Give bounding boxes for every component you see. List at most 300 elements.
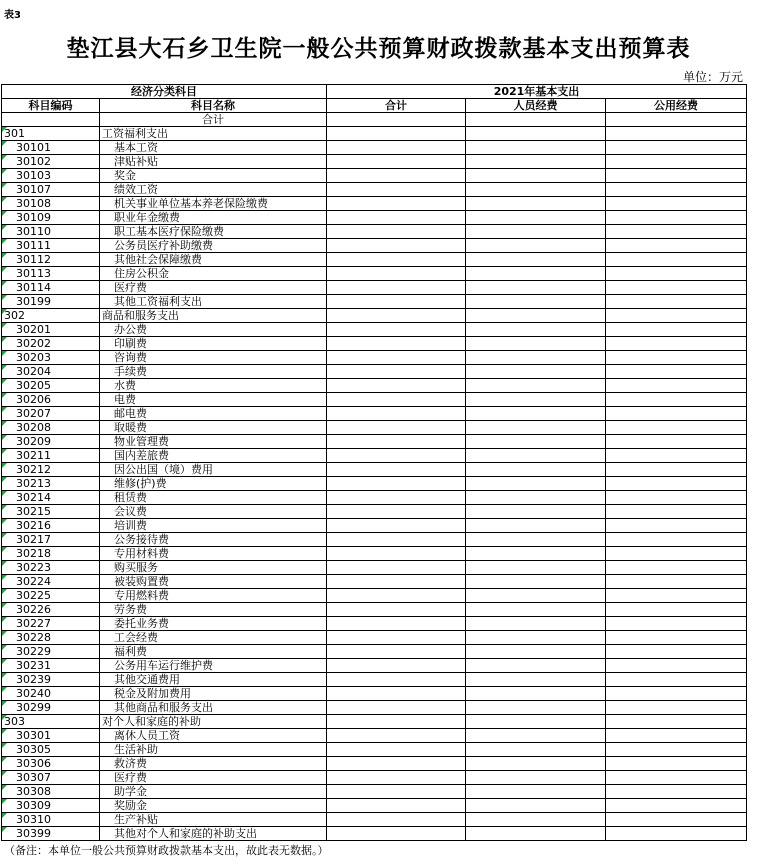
- header-name: 科目名称: [100, 99, 327, 113]
- row-code-text: 30305: [16, 743, 51, 756]
- row-code: [2, 337, 100, 351]
- cell-indicator-icon: [2, 379, 7, 384]
- row-personnel: [466, 141, 606, 155]
- row-code-text: 30207: [16, 407, 51, 420]
- cell-indicator-icon: [2, 505, 7, 510]
- row-personnel: [466, 211, 606, 225]
- table-row: [2, 295, 747, 309]
- row-name: 离休人员工资: [100, 729, 327, 743]
- cell-indicator-icon: [2, 463, 7, 468]
- row-personnel: [466, 673, 606, 687]
- row-total: [327, 743, 466, 757]
- table-row: [2, 561, 747, 575]
- row-personnel: [466, 393, 606, 407]
- table-row: [2, 449, 747, 463]
- row-code-text: 30211: [16, 449, 51, 462]
- row-code: [2, 421, 100, 435]
- row-name: 其他工资福利支出: [100, 295, 327, 309]
- row-public: [606, 463, 747, 477]
- row-personnel: [466, 239, 606, 253]
- row-code-text: 30299: [16, 701, 51, 714]
- row-total: [327, 687, 466, 701]
- row-total: [327, 533, 466, 547]
- row-personnel: [466, 729, 606, 743]
- cell-indicator-icon: [2, 267, 7, 272]
- row-public: [606, 603, 747, 617]
- row-name: 被装购置费: [100, 575, 327, 589]
- cell-indicator-icon: [2, 659, 7, 664]
- row-total: [327, 463, 466, 477]
- table-row: [2, 351, 747, 365]
- row-code-text: 30228: [16, 631, 51, 644]
- page-title: 垫江县大石乡卫生院一般公共预算财政拨款基本支出预算表: [66, 36, 691, 62]
- row-code-text: 30199: [16, 295, 51, 308]
- row-name: 物业管理费: [100, 435, 327, 449]
- table-row: [2, 757, 747, 771]
- row-total: [327, 491, 466, 505]
- row-total: [327, 127, 466, 141]
- row-public: [606, 785, 747, 799]
- budget-table: [1, 84, 747, 841]
- total-row: [2, 113, 747, 127]
- row-code: [2, 449, 100, 463]
- table-row: [2, 659, 747, 673]
- row-code-text: 302: [4, 309, 25, 322]
- table-row: [2, 407, 747, 421]
- row-code: [2, 715, 100, 729]
- row-personnel: [466, 547, 606, 561]
- row-personnel: [466, 505, 606, 519]
- row-total: [327, 323, 466, 337]
- row-code-text: 30206: [16, 393, 51, 406]
- table-row: [2, 463, 747, 477]
- row-public: [606, 211, 747, 225]
- row-total: [327, 253, 466, 267]
- row-public: [606, 519, 747, 533]
- row-personnel: [466, 659, 606, 673]
- row-public: [606, 267, 747, 281]
- row-total: [327, 477, 466, 491]
- row-total: [327, 295, 466, 309]
- cell-indicator-icon: [2, 225, 7, 230]
- row-personnel: [466, 309, 606, 323]
- table-row: [2, 687, 747, 701]
- row-name: 委托业务费: [100, 617, 327, 631]
- row-total: [327, 715, 466, 729]
- table-row: [2, 827, 747, 841]
- cell-indicator-icon: [2, 561, 7, 566]
- row-code-text: 303: [4, 715, 25, 728]
- row-personnel: [466, 169, 606, 183]
- row-code-text: 30227: [16, 617, 51, 630]
- row-code: [2, 785, 100, 799]
- row-code: [2, 827, 100, 841]
- row-public: [606, 631, 747, 645]
- row-total: [327, 239, 466, 253]
- row-public: [606, 183, 747, 197]
- table-row: [2, 617, 747, 631]
- row-code: [2, 141, 100, 155]
- row-public: [606, 617, 747, 631]
- row-public: [606, 351, 747, 365]
- row-code: [2, 239, 100, 253]
- row-public: [606, 421, 747, 435]
- row-code-text: 30240: [16, 687, 51, 700]
- row-personnel: [466, 785, 606, 799]
- row-total: [327, 225, 466, 239]
- row-personnel: [466, 253, 606, 267]
- table-row: [2, 155, 747, 169]
- row-code: [2, 799, 100, 813]
- row-total: [327, 379, 466, 393]
- row-code-text: 30107: [16, 183, 51, 196]
- row-name: 医疗费: [100, 281, 327, 295]
- row-code-text: 30201: [16, 323, 51, 336]
- row-total: [327, 729, 466, 743]
- row-code: [2, 309, 100, 323]
- row-public: [606, 239, 747, 253]
- row-public: [606, 589, 747, 603]
- row-code: [2, 127, 100, 141]
- row-code: [2, 155, 100, 169]
- row-code-text: 30114: [16, 281, 51, 294]
- row-public: [606, 379, 747, 393]
- cell-indicator-icon: [2, 365, 7, 370]
- cell-indicator-icon: [2, 421, 7, 426]
- row-code-text: 30101: [16, 141, 51, 154]
- row-public: [606, 281, 747, 295]
- cell-indicator-icon: [2, 617, 7, 622]
- row-code: [2, 477, 100, 491]
- row-public: [606, 491, 747, 505]
- row-code-text: 30225: [16, 589, 51, 602]
- row-code-text: 30213: [16, 477, 51, 490]
- row-public: [606, 337, 747, 351]
- row-code-text: 30215: [16, 505, 51, 518]
- row-code: [2, 575, 100, 589]
- table-row: [2, 141, 747, 155]
- header-economic-classification: 经济分类科目: [2, 85, 327, 99]
- row-code: [2, 701, 100, 715]
- row-code-text: 30103: [16, 169, 51, 182]
- cell-indicator-icon: [2, 239, 7, 244]
- row-personnel: [466, 799, 606, 813]
- row-name: 公务接待费: [100, 533, 327, 547]
- cell-indicator-icon: [2, 155, 7, 160]
- row-code: [2, 617, 100, 631]
- row-code: [2, 267, 100, 281]
- table-row: [2, 799, 747, 813]
- row-public: [606, 687, 747, 701]
- row-code: [2, 365, 100, 379]
- table-row: [2, 701, 747, 715]
- row-public: [606, 701, 747, 715]
- row-name: 办公费: [100, 323, 327, 337]
- row-total: [327, 547, 466, 561]
- row-personnel: [466, 757, 606, 771]
- cell-indicator-icon: [2, 673, 7, 678]
- row-personnel: [466, 617, 606, 631]
- row-total: [327, 309, 466, 323]
- table-row: [2, 323, 747, 337]
- row-personnel: [466, 491, 606, 505]
- table-row: [2, 673, 747, 687]
- row-public: [606, 505, 747, 519]
- table-row: [2, 169, 747, 183]
- row-name: 机关事业单位基本养老保险缴费: [100, 197, 327, 211]
- table-row: [2, 771, 747, 785]
- row-code-text: 30111: [16, 239, 51, 252]
- row-code-text: 30224: [16, 575, 51, 588]
- row-total: [327, 659, 466, 673]
- cell-indicator-icon: [2, 575, 7, 580]
- row-personnel: [466, 155, 606, 169]
- row-name: 专用燃料费: [100, 589, 327, 603]
- table-row: [2, 127, 747, 141]
- row-name: 其他对个人和家庭的补助支出: [100, 827, 327, 841]
- table-row: [2, 491, 747, 505]
- row-code: [2, 197, 100, 211]
- row-name: 公务用车运行维护费: [100, 659, 327, 673]
- header-total: 合计: [327, 99, 466, 113]
- row-personnel: [466, 631, 606, 645]
- row-name: 福利费: [100, 645, 327, 659]
- row-total: [327, 673, 466, 687]
- row-name: 会议费: [100, 505, 327, 519]
- table-row: [2, 309, 747, 323]
- cell-indicator-icon: [2, 519, 7, 524]
- table-row: [2, 379, 747, 393]
- row-personnel: [466, 337, 606, 351]
- row-personnel: [466, 743, 606, 757]
- row-total: [327, 589, 466, 603]
- row-name: 救济费: [100, 757, 327, 771]
- total-amount-cell: [327, 113, 466, 127]
- header-personnel: 人员经费: [466, 99, 606, 113]
- row-personnel: [466, 407, 606, 421]
- row-code: [2, 673, 100, 687]
- row-total: [327, 617, 466, 631]
- table-row: [2, 519, 747, 533]
- cell-indicator-icon: [2, 785, 7, 790]
- cell-indicator-icon: [2, 729, 7, 734]
- row-total: [327, 575, 466, 589]
- row-name: 其他社会保障缴费: [100, 253, 327, 267]
- row-name: 邮电费: [100, 407, 327, 421]
- unit-label: 单位：万元: [682, 70, 743, 84]
- row-code: [2, 561, 100, 575]
- row-personnel: [466, 127, 606, 141]
- row-personnel: [466, 225, 606, 239]
- header-code: 科目编码: [2, 99, 100, 113]
- row-code: [2, 491, 100, 505]
- row-personnel: [466, 589, 606, 603]
- row-public: [606, 575, 747, 589]
- row-code-text: 30110: [16, 225, 51, 238]
- row-code: [2, 323, 100, 337]
- header-group-row: [2, 85, 747, 99]
- row-code: [2, 757, 100, 771]
- row-name: 培训费: [100, 519, 327, 533]
- row-code-text: 30208: [16, 421, 51, 434]
- row-public: [606, 771, 747, 785]
- row-code-text: 30212: [16, 463, 51, 476]
- row-code-text: 30307: [16, 771, 51, 784]
- row-total: [327, 813, 466, 827]
- cell-indicator-icon: [2, 449, 7, 454]
- table-row: [2, 211, 747, 225]
- row-personnel: [466, 197, 606, 211]
- row-public: [606, 561, 747, 575]
- row-personnel: [466, 267, 606, 281]
- cell-indicator-icon: [2, 687, 7, 692]
- row-code-text: 30226: [16, 603, 51, 616]
- row-code-text: 30109: [16, 211, 51, 224]
- table-row: [2, 393, 747, 407]
- row-code-text: 30209: [16, 435, 51, 448]
- cell-indicator-icon: [2, 631, 7, 636]
- row-public: [606, 365, 747, 379]
- row-public: [606, 127, 747, 141]
- row-code: [2, 687, 100, 701]
- cell-indicator-icon: [2, 645, 7, 650]
- row-name: 津贴补贴: [100, 155, 327, 169]
- cell-indicator-icon: [2, 799, 7, 804]
- table-row: [2, 267, 747, 281]
- row-code-text: 30310: [16, 813, 51, 826]
- row-total: [327, 757, 466, 771]
- cell-indicator-icon: [2, 813, 7, 818]
- header-column-row: [2, 99, 747, 113]
- row-public: [606, 715, 747, 729]
- row-code: [2, 169, 100, 183]
- row-code-text: 30229: [16, 645, 51, 658]
- cell-indicator-icon: [2, 197, 7, 202]
- row-code: [2, 547, 100, 561]
- row-personnel: [466, 715, 606, 729]
- row-public: [606, 295, 747, 309]
- row-personnel: [466, 519, 606, 533]
- row-total: [327, 393, 466, 407]
- row-total: [327, 281, 466, 295]
- row-public: [606, 827, 747, 841]
- row-name: 助学金: [100, 785, 327, 799]
- row-total: [327, 197, 466, 211]
- row-code: [2, 645, 100, 659]
- row-code-text: 30112: [16, 253, 51, 266]
- row-code: [2, 295, 100, 309]
- row-code-text: 30204: [16, 365, 51, 378]
- row-total: [327, 337, 466, 351]
- table-row: [2, 421, 747, 435]
- row-name: 取暖费: [100, 421, 327, 435]
- row-name: 国内差旅费: [100, 449, 327, 463]
- row-code: [2, 379, 100, 393]
- row-code: [2, 253, 100, 267]
- table-row: [2, 505, 747, 519]
- cell-indicator-icon: [2, 183, 7, 188]
- row-total: [327, 155, 466, 169]
- cell-indicator-icon: [2, 141, 7, 146]
- row-total: [327, 603, 466, 617]
- row-total: [327, 435, 466, 449]
- total-public-cell: [606, 113, 747, 127]
- row-total: [327, 519, 466, 533]
- row-name: 电费: [100, 393, 327, 407]
- row-code-text: 30214: [16, 491, 51, 504]
- table-row: [2, 337, 747, 351]
- row-code: [2, 729, 100, 743]
- row-code-text: 301: [4, 127, 25, 140]
- row-public: [606, 547, 747, 561]
- cell-indicator-icon: [2, 477, 7, 482]
- header-basic-expenditure: 2021年基本支出: [327, 85, 747, 99]
- table-row: [2, 365, 747, 379]
- row-name: 职工基本医疗保险缴费: [100, 225, 327, 239]
- cell-indicator-icon: [2, 757, 7, 762]
- cell-indicator-icon: [2, 351, 7, 356]
- table-row: [2, 603, 747, 617]
- row-total: [327, 631, 466, 645]
- total-label: 合计: [100, 113, 327, 127]
- row-name: 生产补贴: [100, 813, 327, 827]
- total-personnel-cell: [466, 113, 606, 127]
- row-code-text: 30203: [16, 351, 51, 364]
- row-code-text: 30202: [16, 337, 51, 350]
- row-code: [2, 743, 100, 757]
- table-row: [2, 547, 747, 561]
- cell-indicator-icon: [2, 127, 7, 132]
- row-code-text: 30223: [16, 561, 51, 574]
- row-total: [327, 407, 466, 421]
- cell-indicator-icon: [2, 281, 7, 286]
- row-name: 购买服务: [100, 561, 327, 575]
- row-code-text: 30216: [16, 519, 51, 532]
- row-name: 商品和服务支出: [100, 309, 327, 323]
- row-personnel: [466, 701, 606, 715]
- row-code: [2, 183, 100, 197]
- row-name: 对个人和家庭的补助: [100, 715, 327, 729]
- row-personnel: [466, 575, 606, 589]
- cell-indicator-icon: [2, 323, 7, 328]
- row-code: [2, 813, 100, 827]
- cell-indicator-icon: [2, 407, 7, 412]
- table-row: [2, 239, 747, 253]
- row-personnel: [466, 365, 606, 379]
- row-name: 住房公积金: [100, 267, 327, 281]
- row-total: [327, 351, 466, 365]
- cell-indicator-icon: [2, 743, 7, 748]
- row-public: [606, 169, 747, 183]
- row-personnel: [466, 183, 606, 197]
- row-code: [2, 519, 100, 533]
- row-personnel: [466, 323, 606, 337]
- row-code: [2, 659, 100, 673]
- row-code: [2, 281, 100, 295]
- row-name: 其他商品和服务支出: [100, 701, 327, 715]
- row-personnel: [466, 533, 606, 547]
- cell-indicator-icon: [2, 715, 7, 720]
- row-code: [2, 225, 100, 239]
- row-public: [606, 729, 747, 743]
- row-total: [327, 701, 466, 715]
- cell-indicator-icon: [2, 547, 7, 552]
- row-personnel: [466, 449, 606, 463]
- row-code-text: 30217: [16, 533, 51, 546]
- cell-indicator-icon: [2, 771, 7, 776]
- row-code: [2, 211, 100, 225]
- row-total: [327, 169, 466, 183]
